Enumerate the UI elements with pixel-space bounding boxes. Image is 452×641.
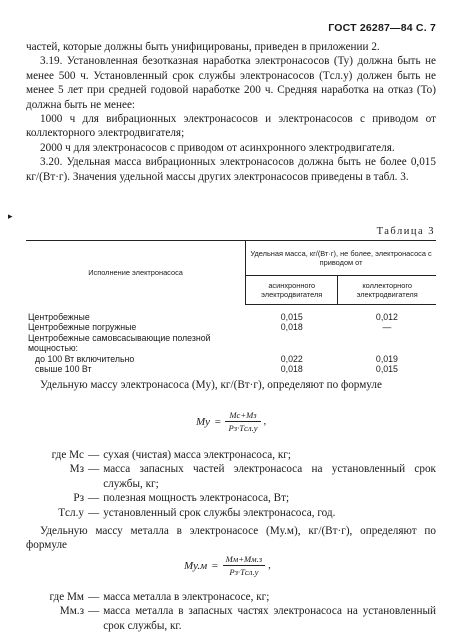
formula1-lhs: My bbox=[196, 415, 211, 428]
formula2-lhs: Mу.м bbox=[184, 559, 208, 572]
formula2-fraction: $\frac{Mм+Mм.з}{\text{Pз·Tсл.у}}$ bbox=[223, 554, 266, 577]
paragraph-2000h: 2000 ч для электронасосов с приводом от асинхронного электродвигателя. bbox=[40, 141, 395, 154]
definitions-1 bbox=[26, 448, 436, 520]
definition-item: Mз — масса запасных частей электронасоса на установленный срок службы, кг; bbox=[69, 463, 436, 490]
col-header-group: Удельная масса, кг/(Вт·г), не более, электронасоса с приводом от bbox=[246, 241, 436, 276]
table-row: Центробежные самовсасывающие полезной мощностью: bbox=[28, 332, 211, 354]
paragraph-3-19: 3.19. Установленная безотказная наработка электронасосов (Ty) должна быть не менее 500 ч. Установленный срок службы электронасосов (Tсл.у) должен быть не менее 5 лет при средней годовой наработке 200 ч. Средняя наработка на отказ (To) должна быть не менее: bbox=[26, 55, 436, 111]
col-header-async: асинхронного электродвигателя bbox=[246, 276, 338, 305]
table-row: Центробежные 0,015 0,012 bbox=[28, 311, 398, 322]
definition-item: Pз — полезная мощность электронасоса, Вт; bbox=[73, 492, 290, 505]
formula-specific-mass: My = $\frac{Mс+Mз}{\text{Pз·Tсл.у}}$ , bbox=[196, 410, 267, 433]
table-row: Центробежные погружные 0,018 — bbox=[28, 322, 392, 333]
col-header-collector: коллекторного электродвигателя bbox=[338, 276, 436, 305]
table-row: свыше 100 Вт 0,018 0,015 bbox=[35, 364, 398, 375]
paragraph-1000h: 1000 ч для вибрационных электронасосов и электронасосов с приводом от коллекторного электродвигателя; bbox=[26, 113, 436, 140]
formula-metal-mass: Mу.м = $\frac{Mм+Mм.з}{\text{Pз·Tсл.у}}$ , bbox=[184, 554, 271, 577]
paragraph-3-20: 3.20. Удельная масса вибрационных электронасосов должна быть не более 0,015 кг/(Вт·г). Значения удельной массы других электронасосов приведены в табл. 3. bbox=[26, 156, 436, 183]
definition-item: Tсл.у — установленный срок службы электронасоса, год. bbox=[58, 506, 336, 519]
formula2-intro: Удельную массу металла в электронасосе (Mу.м), кг/(Вт·г), определяют по формуле bbox=[26, 525, 436, 552]
paragraph-continuation: частей, которые должны быть унифицированы, приведен в приложении 2. bbox=[26, 41, 380, 53]
formula1-fraction: $\frac{Mс+Mз}{\text{Pз·Tсл.у}}$ bbox=[225, 410, 260, 433]
formula2-intro-block bbox=[26, 524, 436, 553]
body-text bbox=[26, 40, 436, 184]
definitions-2 bbox=[26, 590, 436, 633]
table-caption: Таблица 3 bbox=[376, 226, 435, 237]
table-row: до 100 Вт включительно 0,022 0,019 bbox=[35, 353, 398, 364]
formula1-intro-block bbox=[26, 378, 436, 392]
col-header-variant: Исполнение электронасоса bbox=[26, 241, 246, 305]
formula1-intro: Удельную массу электронасоса (Mу), кг/(Вт·г), определяют по формуле bbox=[40, 379, 382, 391]
table-3 bbox=[26, 240, 436, 374]
definition-item: где Mс — сухая (чистая) масса электронасоса, кг; bbox=[51, 449, 291, 461]
definition-item: Mм.з — масса металла в запасных частях электронасоса на установленный срок службы, кг. bbox=[59, 605, 436, 632]
page-header: ГОСТ 26287—84 С. 7 bbox=[328, 22, 436, 34]
definition-item: где Mм — масса металла в электронасосе, кг; bbox=[49, 591, 270, 603]
margin-marker: ▸ bbox=[8, 211, 13, 221]
